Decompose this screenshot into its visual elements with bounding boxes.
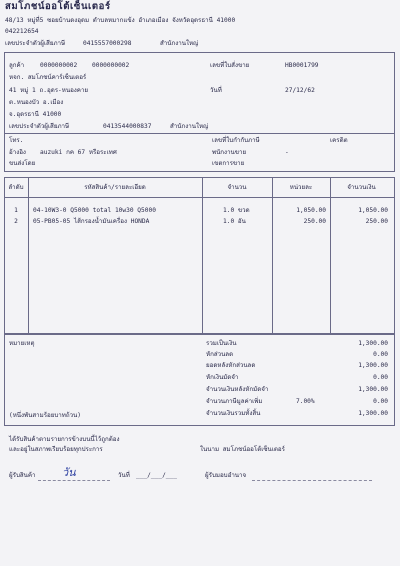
authorized-signature-line: [252, 480, 372, 481]
company-tax-id: 0415557000298: [83, 40, 132, 47]
customer-code-2: 0000000002: [92, 62, 130, 69]
row-amount: 1,050.00: [358, 207, 388, 214]
customer-address-1: 41 หมู่ 1 ถ.อุดร-หนองคาย: [9, 87, 89, 94]
col-divider-3: [272, 177, 273, 333]
ref-value: auzuki กค 67 หรือระเทศ: [40, 149, 117, 156]
customer-address-3: จ.อุดรธานี 41000: [9, 111, 62, 118]
customer-divider: [4, 133, 394, 134]
col-header-no: ลำดับ: [8, 184, 24, 191]
col-divider-2: [202, 177, 203, 333]
salesperson-label: พนักงานขาย: [212, 149, 247, 156]
remark-label: หมายเหตุ: [9, 340, 35, 347]
receiver-signature: วัน: [62, 466, 76, 479]
receive-date-blank: ___/___/___: [136, 472, 177, 479]
col-header-price: หน่วยละ: [289, 184, 313, 191]
summary-label-after-discount: ยอดหลังหักส่วนลด: [206, 362, 256, 369]
summary-value-deposit: 0.00: [373, 374, 388, 381]
received-text-2: และอยู่ในสภาพเรียบร้อยทุกประการ: [9, 446, 103, 453]
summary-vat-rate: 7.00%: [296, 398, 315, 405]
summary-label-vat: จำนวนภาษีมูลค่าเพิ่ม: [206, 398, 263, 405]
customer-name: หจก. สมโภชน์คาร์เซ็นเตอร์: [9, 74, 87, 81]
customer-branch: สำนักงานใหญ่: [170, 123, 209, 130]
col-divider-4: [330, 177, 331, 333]
company-name: สมโภชน์ออโต้เซ็นเตอร์: [5, 1, 111, 12]
row-qty: 1.0 ขวด: [223, 207, 250, 214]
company-branch: สำนักงานใหญ่: [160, 40, 199, 47]
credit-label: เครดิต: [330, 137, 348, 144]
receiver-label: ผู้รับสินค้า: [9, 472, 36, 479]
summary-label-after-deposit: จำนวนเงินหลังหักมัดจำ: [206, 386, 269, 393]
summary-value-total: 1,300.00: [358, 340, 388, 347]
summary-label-deposit: หักเงินมัดจำ: [206, 374, 239, 381]
summary-value-grand-total: 1,300.00: [358, 410, 388, 417]
summary-label-total: รวมเป็นเงิน: [206, 340, 237, 347]
summary-label-grand-total: จำนวนเงินรวมทั้งสิ้น: [206, 410, 261, 417]
row-qty: 1.0 อัน: [223, 218, 246, 225]
customer-tax-id: 0413544000837: [103, 123, 152, 130]
col-header-qty: จำนวน: [227, 184, 247, 191]
ref-label: อ้างอิง: [9, 149, 26, 156]
receive-date-label: วันที่: [118, 472, 130, 479]
salesperson: -: [285, 149, 289, 156]
row-price: 250.00: [303, 218, 326, 225]
row-price: 1,050.00: [296, 207, 326, 214]
row-desc: 04-10W3-0 Q5000 total 10w30 Q5000: [33, 207, 156, 214]
summary-value-vat: 0.00: [373, 398, 388, 405]
row-amount: 250.00: [365, 218, 388, 225]
phone-label: โทร.: [9, 137, 24, 144]
received-text-1: ได้รับสินค้าตามรายการข้างบนนี้ไว้ถูกต้อง: [9, 436, 120, 443]
sales-area-label: เขตการขาย: [212, 160, 245, 167]
company-tax-label: เลขประจำตัวผู้เสียภาษี: [5, 40, 66, 47]
col-header-desc: รหัสสินค้า/รายละเอียด: [84, 184, 146, 191]
ship-label: ขนส่งโดย: [9, 160, 36, 167]
summary-value-after-discount: 1,300.00: [358, 362, 388, 369]
company-address: 48/13 หมู่ที่5 ซอยบ้านดงอุดม ตำบลหมากแข้ง อำเภอเมือง จังหวัดอุดรธานี 41000: [5, 17, 236, 24]
summary-value-discount: 0.00: [373, 351, 388, 358]
table-header-divider: [4, 197, 394, 198]
summary-value-after-deposit: 1,300.00: [358, 386, 388, 393]
customer-code-label: ลูกค้า: [9, 62, 25, 69]
doc-date-label: วันที่: [210, 87, 222, 94]
row-desc: 05-PB05-05 ไส้กรองน้ำมันเครื่อง HONDA: [33, 218, 150, 225]
customer-code: 0000000002: [40, 62, 78, 69]
customer-tax-label: เลขประจำตัวผู้เสียภาษี: [9, 123, 70, 130]
on-behalf-text: ในนาม สมโภชน์ออโต้เซ็นเตอร์: [200, 446, 285, 453]
customer-address-2: ต.หนองบัว อ.เมือง: [9, 99, 64, 106]
doc-number: HB0001799: [285, 62, 319, 69]
authorized-label: ผู้รับมอบอำนาจ: [205, 472, 247, 479]
amount-in-words: (หนึ่งพันสามร้อยบาทถ้วน): [9, 412, 82, 419]
col-divider-1: [28, 177, 29, 333]
row-no: 1: [14, 207, 18, 214]
doc-date: 27/12/62: [285, 87, 315, 94]
invoice-no-label: เลขที่ใบกำกับภาษี: [212, 137, 260, 144]
row-no: 2: [14, 218, 18, 225]
col-header-amount: จำนวนเงิน: [347, 184, 376, 191]
doc-number-label: เลขที่ใบสั่งขาย: [210, 62, 250, 69]
summary-label-discount: หักส่วนลด: [206, 351, 234, 358]
company-phone: 042212654: [5, 28, 39, 35]
items-table: [4, 177, 395, 334]
